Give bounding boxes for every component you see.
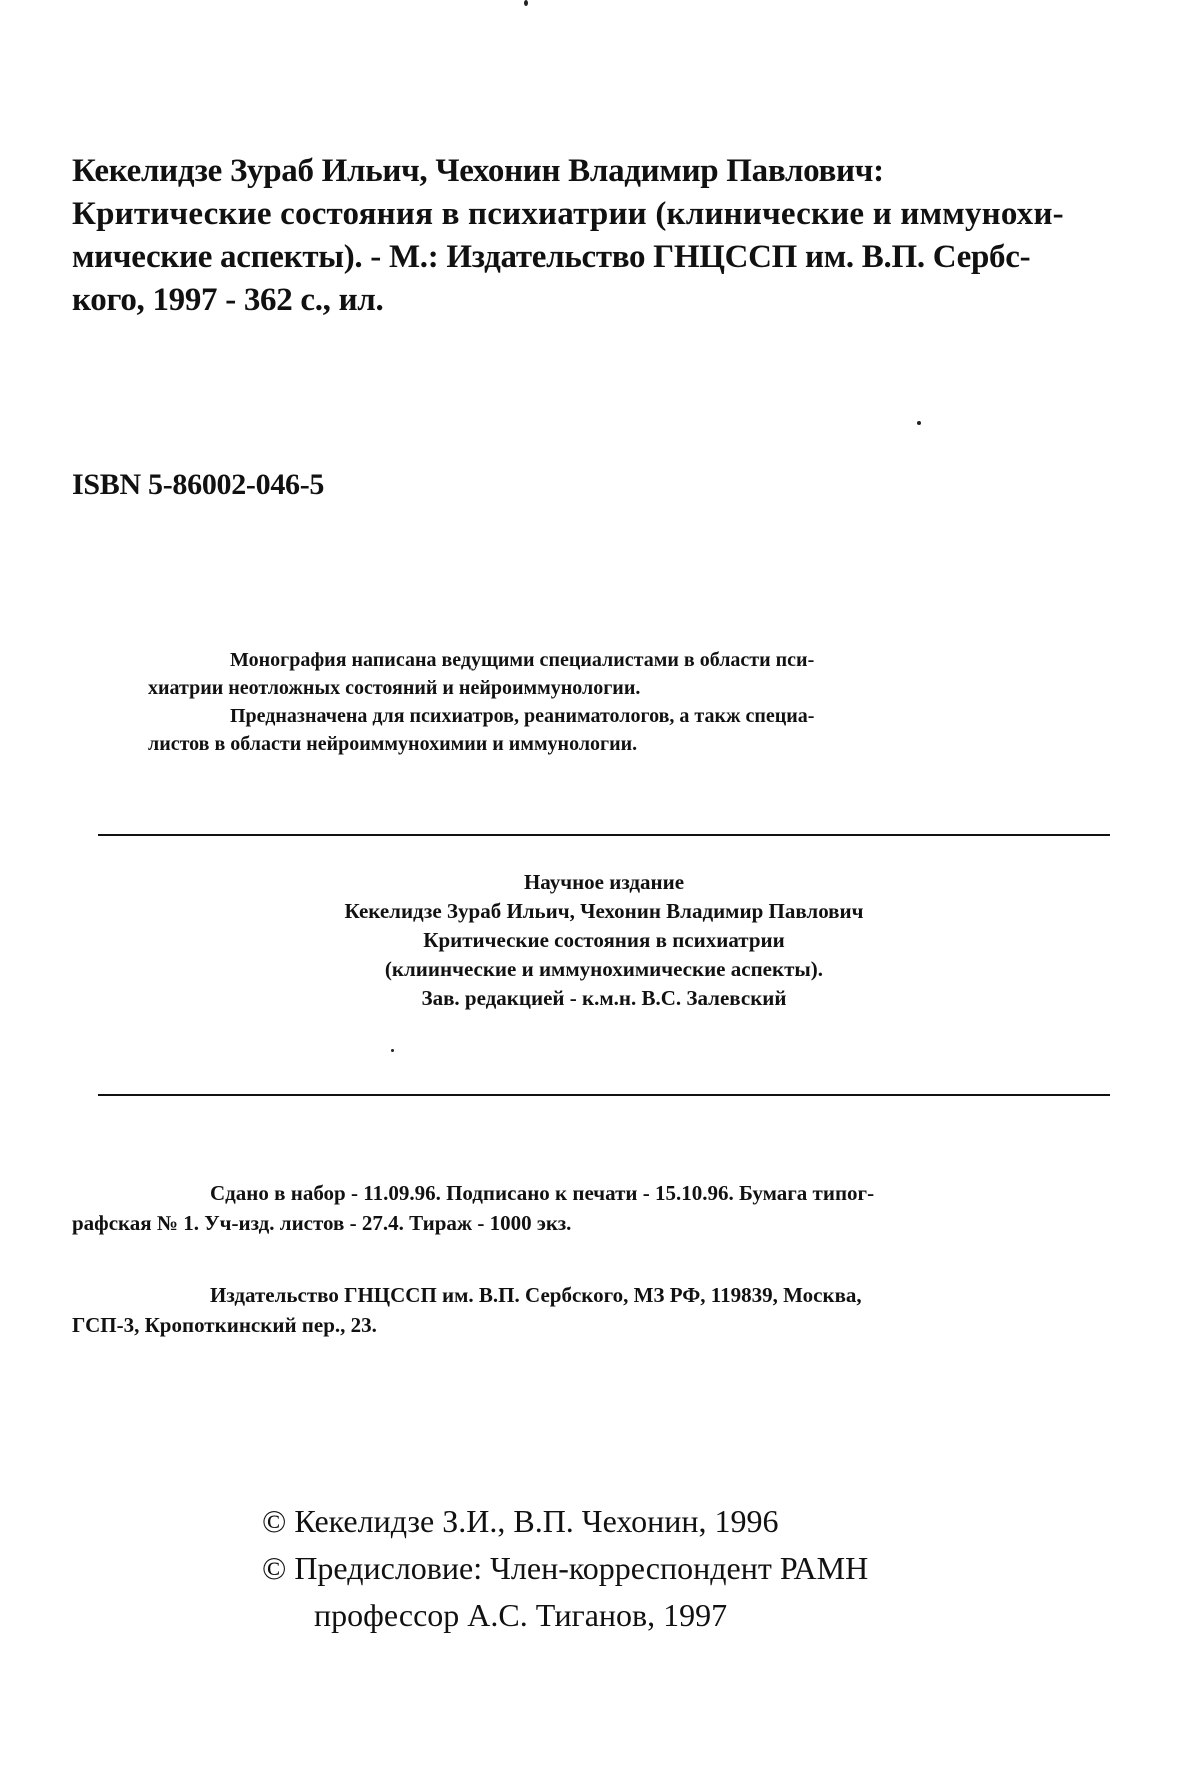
copyright-line: © Кекелидзе З.И., В.П. Чехонин, 1996	[262, 1503, 779, 1539]
annotation-line: Монография написана ведущими специалистами в области пси-	[230, 649, 815, 671]
annotation	[148, 646, 1038, 758]
print-details	[72, 1178, 1132, 1238]
scan-speck-top	[524, 0, 528, 6]
imprint-line: Зав. редакцией - к.м.н. В.С. Залевский	[421, 986, 787, 1010]
publisher-line: Издательство ГНЦССП им. В.П. Сербского, МЗ РФ, 119839, Москва,	[210, 1283, 862, 1307]
imprint-block	[98, 868, 1110, 1013]
biblio-line: Критические состояния в психиатрии (клинические и иммунохи-	[72, 196, 1064, 232]
annotation-line: листов в области нейроиммунохимии и иммунологии.	[148, 733, 638, 755]
imprint-line: Критические состояния в психиатрии	[423, 928, 785, 952]
publisher-line: ГСП-3, Кропоткинский пер., 23.	[72, 1313, 377, 1337]
copyright-line: профессор А.С. Тиганов, 1997	[314, 1597, 728, 1633]
biblio-line: Кекелидзе Зураб Ильич, Чехонин Владимир Павлович:	[72, 153, 884, 189]
publisher-info	[72, 1280, 1132, 1340]
imprint-line: (клиинческие и иммунохимические аспекты).	[384, 957, 824, 981]
imprint-line: Научное издание	[523, 870, 685, 894]
print-details-line: рафская № 1. Уч-изд. листов - 27.4. Тираж - 1000 экз.	[72, 1211, 572, 1235]
scan-speck-middle	[391, 1049, 394, 1052]
biblio-line: мические аспекты). - М.: Издательство ГНЦССП им. В.П. Сербс-	[72, 239, 1031, 275]
divider-top	[98, 834, 1110, 836]
imprint-line: Кекелидзе Зураб Ильич, Чехонин Владимир Павлович	[344, 899, 864, 923]
copyright-line: © Предисловие: Член-корреспондент РАМН	[262, 1550, 869, 1586]
annotation-line: хиатрии неотложных состояний и нейроиммунологии.	[148, 677, 641, 699]
isbn: ISBN 5-86002-046-5	[72, 468, 325, 501]
copyright-block	[262, 1498, 868, 1639]
annotation-line: Предназначена для психиатров, реаниматологов, а такж специа-	[230, 705, 815, 727]
biblio-line: кого, 1997 - 362 с., ил.	[72, 282, 384, 318]
bibliographic-description	[72, 150, 1132, 322]
print-details-line: Сдано в набор - 11.09.96. Подписано к печати - 15.10.96. Бумага типог-	[210, 1181, 875, 1205]
scan-speck-right	[917, 421, 921, 425]
divider-bottom	[98, 1094, 1110, 1096]
